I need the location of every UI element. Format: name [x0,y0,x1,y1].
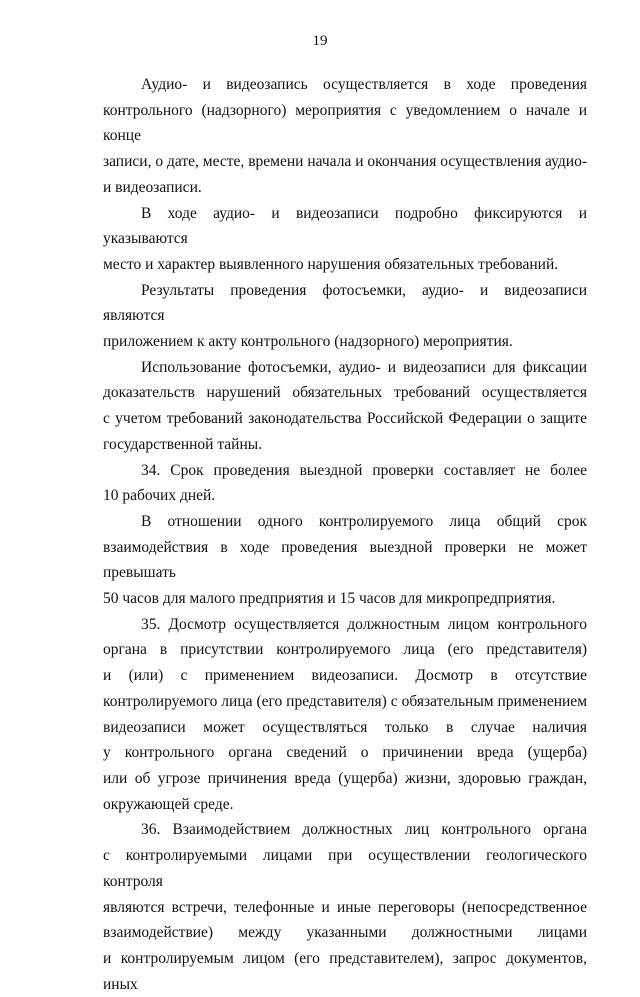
text-line: 10 рабочих дней. [103,487,216,505]
text-line: государственной тайны. [103,435,263,453]
page-number: 19 [312,33,328,49]
paragraph [103,817,587,997]
paragraph [103,278,587,355]
text-line: органа в присутствии контролируемого лица (его представителя) [103,641,587,659]
text-line: записи, о дате, месте, времени начала и окончания осуществления аудио- [103,153,587,171]
text-line: 36. Взаимодействием должностных лиц контрольного органа [141,821,587,839]
text-line: или об угрозе причинения вреда (ущерба) жизни, здоровью граждан, [103,769,587,787]
text-line: В отношении одного контролируемого лица общий срок [141,512,587,530]
paragraph [103,458,587,509]
text-line: контрольного (надзорного) мероприятия с уведомлением о начале и конце [103,101,587,145]
text-line: Результаты проведения фотосъемки, аудио- и видеозаписи являются [103,281,587,325]
text-line: с контролируемыми лицами при осуществлении геологического контроля [103,847,587,890]
text-line: доказательств нарушений обязательных требований осуществляется [103,384,587,402]
text-line: и видеозаписи. [103,178,202,196]
text-line: 50 часов для малого предприятия и 15 часов для микропредприятия. [103,590,556,608]
text-line: приложением к акту контрольного (надзорного) мероприятия. [103,333,513,351]
text-line: являются встречи, телефонные и иные переговоры (непосредственное [103,898,587,916]
paragraph [103,612,587,818]
paragraph [103,355,587,458]
text-line: 34. Срок проведения выездной проверки составляет не более [141,461,587,479]
text-line: окружающей среде. [103,795,234,813]
text-line: контролируемого лица (его представителя) с обязательным применением [103,692,587,710]
text-line: взаимодействия в ходе проведения выездной проверки не может превышать [103,538,587,582]
body-text [103,72,587,997]
text-line: с учетом требований законодательства Российской Федерации о защите [103,410,587,428]
text-line: место и характер выявленного нарушения обязательных требований. [103,255,559,273]
text-line: видеозаписи может осуществляться только в случае наличия [103,718,587,736]
text-line: Использование фотосъемки, аудио- и видеозаписи для фиксации [141,358,587,376]
text-line: и (или) с применением видеозаписи. Досмотр в отсутствие [103,667,587,685]
text-line: 35. Досмотр осуществляется должностным лицом контрольного [141,615,587,633]
text-line: взаимодействие) между указанными должностными лицами [103,924,587,942]
paragraph [103,72,587,201]
paragraph [103,509,587,612]
text-line: у контрольного органа сведений о причинении вреда (ущерба) [103,744,587,762]
paragraph [103,201,587,278]
text-line: В ходе аудио- и видеозаписи подробно фиксируются и указываются [103,204,587,248]
text-line: и контролируемым лицом (его представителем), запрос документов, иных [103,949,587,993]
text-line: Аудио- и видеозапись осуществляется в ходе проведения [141,76,587,93]
